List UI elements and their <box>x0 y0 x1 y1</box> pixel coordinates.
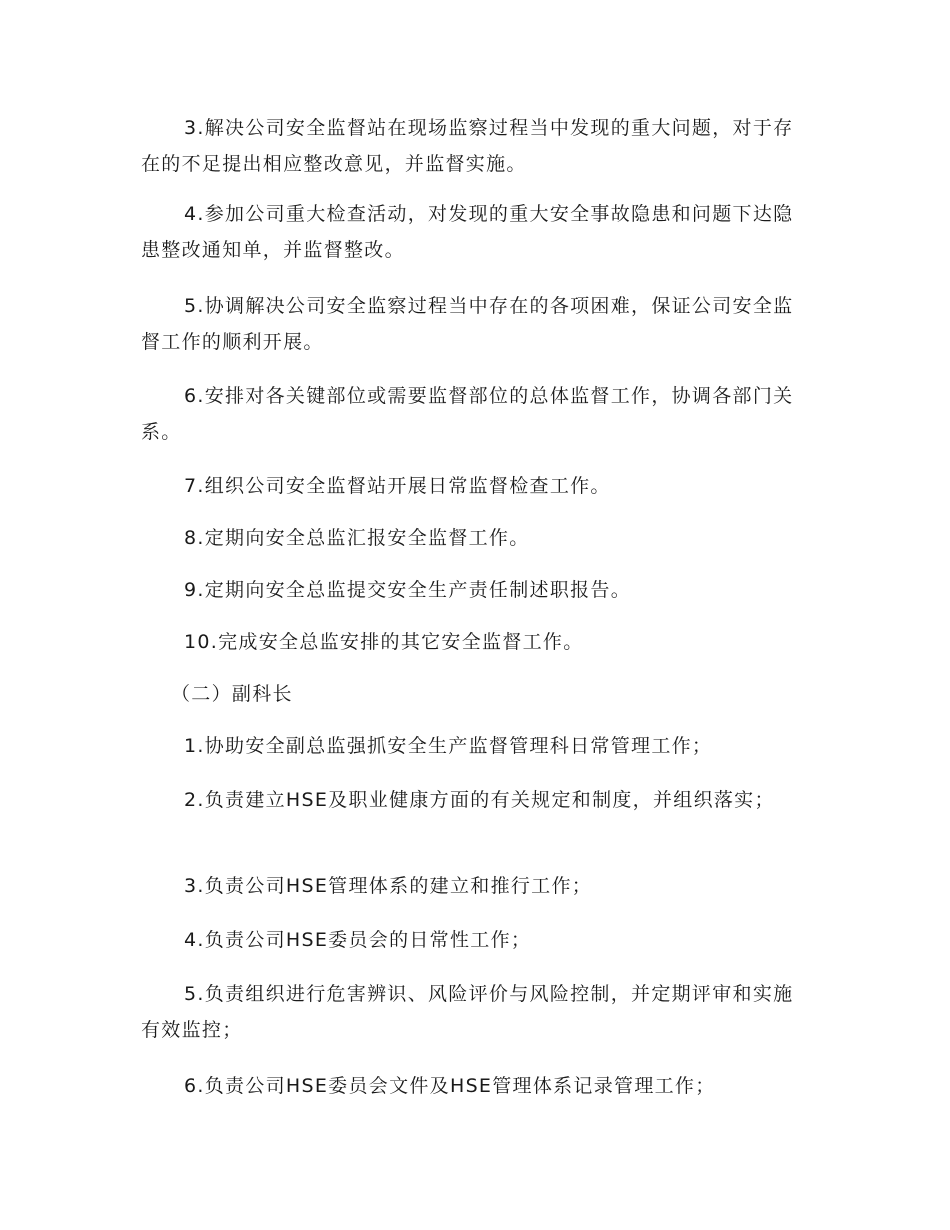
paragraph-duty-4: 4.参加公司重大检查活动，对发现的重大安全事故隐患和问题下达隐患整改通知单，并监督整改。 <box>141 203 794 261</box>
paragraph-deputy-2: 2.负责建立HSE及职业健康方面的有关规定和制度，并组织落实； <box>184 789 775 811</box>
paragraph-duty-8: 8.定期向安全总监汇报安全监督工作。 <box>184 527 530 549</box>
paragraph-duty-10: 10.完成安全总监安排的其它安全监督工作。 <box>184 631 584 653</box>
paragraph-duty-3: 3.解决公司安全监督站在现场监察过程当中发现的重大问题，对于存在的不足提出相应整改意见，并监督实施。 <box>141 117 794 175</box>
paragraph-duty-5: 5.协调解决公司安全监察过程当中存在的各项困难，保证公司安全监督工作的顺利开展。 <box>141 295 794 353</box>
paragraph-deputy-3: 3.负责公司HSE管理体系的建立和推行工作； <box>184 875 593 897</box>
paragraph-duty-9: 9.定期向安全总监提交安全生产责任制述职报告。 <box>184 579 632 601</box>
paragraph-deputy-5: 5.负责组织进行危害辨识、风险评价与风险控制，并定期评审和实施有效监控； <box>141 983 794 1041</box>
paragraph-deputy-4: 4.负责公司HSE委员会的日常性工作； <box>184 929 532 951</box>
paragraph-deputy-1: 1.协助安全副总监强抓安全生产监督管理科日常管理工作； <box>184 735 713 757</box>
section-heading-deputy-chief: （二）副科长 <box>171 683 293 705</box>
paragraph-duty-6: 6.安排对各关键部位或需要监督部位的总体监督工作，协调各部门关系。 <box>141 385 794 443</box>
paragraph-deputy-6: 6.负责公司HSE委员会文件及HSE管理体系记录管理工作； <box>184 1075 716 1097</box>
paragraph-duty-7: 7.组织公司安全监督站开展日常监督检查工作。 <box>184 475 611 497</box>
